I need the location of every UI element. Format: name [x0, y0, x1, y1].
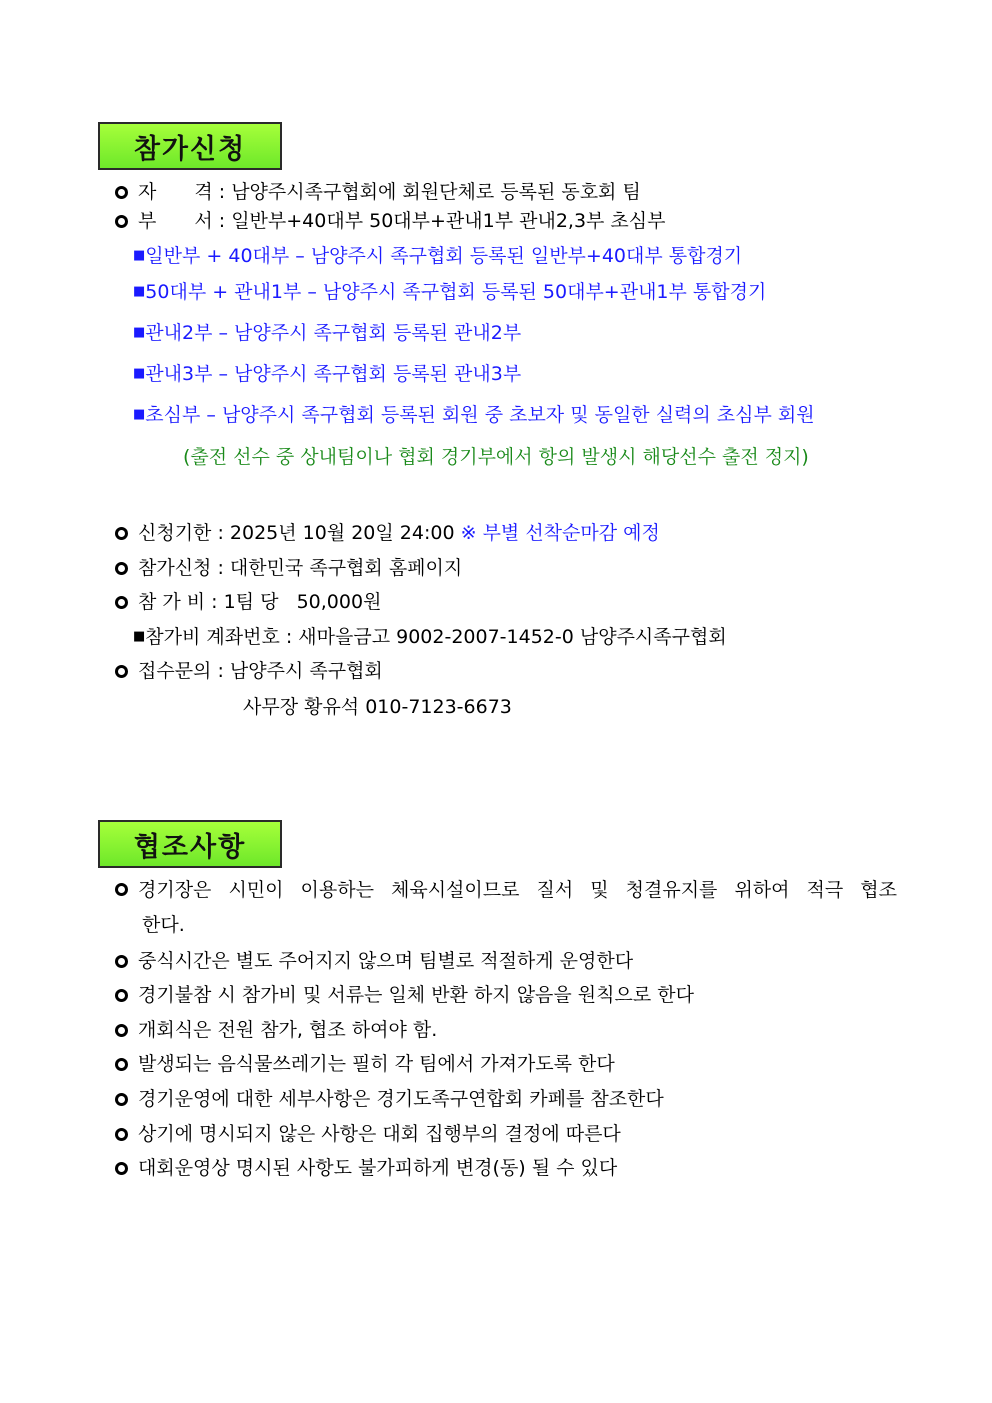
circle-bullet-icon — [115, 596, 128, 609]
square-bullet-icon: ■ — [133, 629, 146, 644]
cooperation-item: 발생되는 음식물쓰레기는 필히 각 팀에서 가져가도록 한다 — [115, 1052, 615, 1076]
circle-bullet-icon — [115, 665, 128, 678]
section-title-text: 협조사항 — [133, 831, 247, 863]
division-label: 부 서 : — [138, 210, 226, 232]
section-title-registration — [98, 122, 282, 170]
fee-value: 1팀 당 50,000원 — [223, 591, 382, 613]
circle-bullet-icon — [115, 989, 128, 1002]
qualification-value: 남양주시족구협회에 회원단체로 등록된 동호회 팀 — [231, 181, 641, 203]
circle-bullet-icon — [115, 527, 128, 540]
deadline-row — [115, 521, 660, 545]
division-sub-item: ■관내2부 – 남양주시 족구협회 등록된 관내2부 — [133, 322, 522, 344]
deadline-extra: ※ 부별 선착순마감 예정 — [460, 522, 660, 544]
circle-bullet-icon — [115, 1162, 128, 1175]
cooperation-item: 중식시간은 별도 주어지지 않으며 팀별로 적절하게 운영한다 — [115, 949, 633, 973]
account-row — [133, 625, 727, 649]
cooperation-item-continued: 한다. — [142, 914, 185, 936]
circle-bullet-icon — [115, 1128, 128, 1141]
circle-bullet-icon — [115, 883, 128, 896]
division-sub-item: ■초심부 – 남양주시 족구협회 등록된 회원 중 초보자 및 동일한 실력의 초심부 회원 — [133, 404, 815, 426]
square-bullet-icon: ■ — [133, 366, 146, 381]
cooperation-item: 경기장은 시민이 이용하는 체육시설이므로 질서 및 청결유지를 위하여 적극 협조 — [115, 878, 897, 902]
square-bullet-icon: ■ — [133, 325, 146, 340]
division-value: 일반부+40대부 50대부+관내1부 관내2,3부 초심부 — [231, 210, 666, 232]
division-sub-item: ■50대부 + 관내1부 – 남양주시 족구협회 등록된 50대부+관내1부 통합경기 — [133, 281, 767, 303]
cooperation-item: 개회식은 전원 참가, 협조 하여야 함. — [115, 1018, 437, 1042]
cooperation-item: 경기불참 시 참가비 및 서류는 일체 반환 하지 않음을 원칙으로 한다 — [115, 983, 694, 1007]
contact-value: 남양주시 족구협회 — [229, 660, 383, 682]
section-title-text: 참가신청 — [133, 133, 247, 165]
circle-bullet-icon — [115, 955, 128, 968]
apply-row — [115, 556, 462, 580]
apply-label: 참가신청 : — [138, 557, 224, 579]
contact-person: 사무장 황유석 010-7123-6673 — [243, 696, 512, 718]
cooperation-item: 대회운영상 명시된 사항도 불가피하게 변경(동) 될 수 있다 — [115, 1156, 617, 1180]
contact-row — [115, 659, 383, 683]
cooperation-item: 경기운영에 대한 세부사항은 경기도족구연합회 카페를 참조한다 — [115, 1087, 664, 1111]
section-title-cooperation — [98, 820, 282, 868]
apply-value: 대한민국 족구협회 홈페이지 — [229, 557, 463, 579]
circle-bullet-icon — [115, 1058, 128, 1071]
deadline-value: 2025년 10월 20일 24:00 — [229, 522, 455, 544]
protest-note: (출전 선수 중 상내팀이나 협회 경기부에서 항의 발생시 해당선수 출전 정지) — [183, 446, 809, 468]
deadline-label: 신청기한 : — [138, 522, 224, 544]
division-row — [115, 209, 666, 233]
qualification-row — [115, 180, 641, 204]
fee-row — [115, 590, 381, 614]
division-sub-item: ■관내3부 – 남양주시 족구협회 등록된 관내3부 — [133, 363, 522, 385]
qualification-label: 자 격 : — [138, 181, 226, 203]
division-sub-item: ■일반부 + 40대부 – 남양주시 족구협회 등록된 일반부+40대부 통합경기 — [133, 245, 743, 267]
fee-label: 참 가 비 : — [138, 591, 218, 613]
square-bullet-icon: ■ — [133, 248, 146, 263]
circle-bullet-icon — [115, 215, 128, 228]
account-text: 참가비 계좌번호 : 새마을금고 9002-2007-1452-0 남양주시족구협회 — [145, 626, 727, 648]
circle-bullet-icon — [115, 562, 128, 575]
circle-bullet-icon — [115, 186, 128, 199]
circle-bullet-icon — [115, 1024, 128, 1037]
contact-label: 접수문의 : — [138, 660, 224, 682]
circle-bullet-icon — [115, 1093, 128, 1106]
square-bullet-icon: ■ — [133, 284, 146, 299]
cooperation-item: 상기에 명시되지 않은 사항은 대회 집행부의 결정에 따른다 — [115, 1122, 621, 1146]
square-bullet-icon: ■ — [133, 407, 146, 422]
